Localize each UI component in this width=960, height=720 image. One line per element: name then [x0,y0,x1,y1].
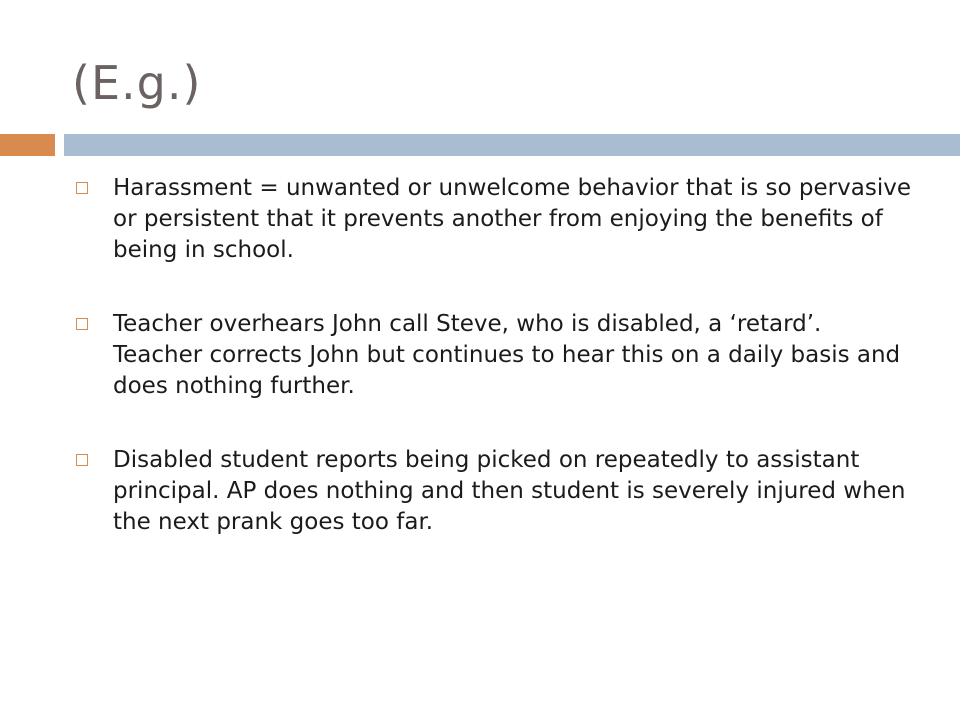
title-accent-bar [0,134,55,156]
bullet-text: Teacher overhears John call Steve, who is disabled, a ‘retard’. Teacher corrects John but continues to hear this on a daily basis and does nothing further. [113,311,901,399]
bullet-list [76,173,916,581]
square-bullet-icon [76,182,88,194]
slide-title: (E.g.) [72,56,202,110]
square-bullet-icon [76,454,88,466]
bullet-text: Harassment = unwanted or unwelcome behavior that is so pervasive or persistent that it prevents another from enjoying the benefits of being in school. [113,175,911,263]
bullet-item [76,309,916,402]
bullet-item [76,173,916,266]
bullet-text: Disabled student reports being picked on repeatedly to assistant principal. AP does nothing and then student is severely injured when the next prank goes too far. [113,447,906,535]
square-bullet-icon [76,318,88,330]
title-rule-bar [64,134,960,156]
bullet-item [76,445,916,538]
